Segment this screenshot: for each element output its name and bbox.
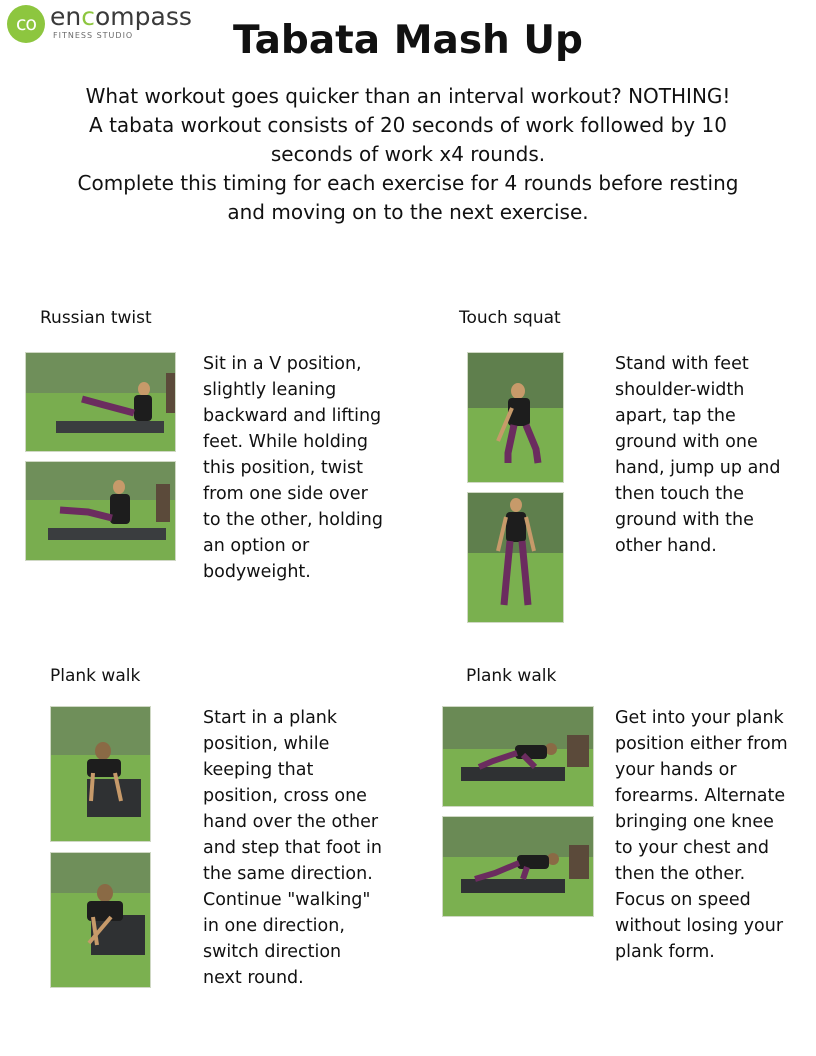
description-line: in one direction, [203, 916, 345, 936]
description-line: ground with the [615, 510, 754, 530]
brand-logo-mark: co [7, 5, 45, 43]
description-line: shoulder-width [615, 380, 745, 400]
exercise-photo [467, 352, 564, 483]
intro-line: Complete this timing for each exercise for 4 rounds before resting [77, 171, 739, 195]
exercise-photo [50, 706, 151, 842]
description-line: switch direction [203, 942, 342, 962]
description-line: next round. [203, 968, 304, 988]
description-line: to the other, holding [203, 510, 383, 530]
intro-line: What workout goes quicker than an interval workout? NOTHING! [85, 84, 731, 108]
description-line: ground with one [615, 432, 758, 452]
exercise-description [615, 351, 810, 559]
exercise-photo [50, 852, 151, 988]
description-line: Start in a plank [203, 708, 338, 728]
exercise-description [615, 705, 813, 965]
description-line: Focus on speed [615, 890, 751, 910]
exercise-description [203, 705, 403, 991]
description-line: forearms. Alternate [615, 786, 786, 806]
description-line: then touch the [615, 484, 745, 504]
description-line: this position, twist [203, 458, 363, 478]
exercise-title: Plank walk [466, 666, 557, 686]
brand-tagline: FITNESS STUDIO [53, 31, 134, 40]
intro-line: A tabata workout consists of 20 seconds of work followed by 10 [89, 113, 727, 137]
description-line: Continue "walking" [203, 890, 371, 910]
description-line: feet. While holding [203, 432, 368, 452]
brand-name-suffix: ompass [94, 2, 192, 31]
description-line: keeping that [203, 760, 314, 780]
description-line: slightly leaning [203, 380, 337, 400]
description-line: from one side over [203, 484, 368, 504]
description-line: the same direction. [203, 864, 373, 884]
description-line: position, cross one [203, 786, 367, 806]
description-line: your hands or [615, 760, 737, 780]
description-line: bodyweight. [203, 562, 311, 582]
description-line: position, while [203, 734, 330, 754]
description-line: hand over the other [203, 812, 379, 832]
description-line: Get into your plank [615, 708, 784, 728]
intro-line: seconds of work x4 rounds. [270, 142, 546, 166]
description-line: other hand. [615, 536, 717, 556]
description-line: hand, jump up and [615, 458, 781, 478]
description-line: backward and lifting [203, 406, 382, 426]
intro-text [40, 82, 776, 227]
exercise-description [203, 351, 403, 585]
exercise-photo [442, 706, 594, 807]
exercise-title: Russian twist [40, 308, 152, 328]
description-line: Sit in a V position, [203, 354, 362, 374]
exercise-title: Plank walk [50, 666, 141, 686]
intro-line: and moving on to the next exercise. [227, 200, 589, 224]
exercise-photo [467, 492, 564, 623]
description-line: position either from [615, 734, 788, 754]
description-line: an option or [203, 536, 310, 556]
description-line: bringing one knee [615, 812, 774, 832]
exercise-photo [25, 352, 176, 452]
description-line: apart, tap the [615, 406, 736, 426]
exercise-title: Touch squat [459, 308, 561, 328]
exercise-photo [442, 816, 594, 917]
description-line: Stand with feet [615, 354, 749, 374]
brand-name-prefix: en [50, 2, 82, 31]
description-line: without losing your [615, 916, 784, 936]
description-line: then the other. [615, 864, 746, 884]
exercise-photo [25, 461, 176, 561]
description-line: and step that foot in [203, 838, 382, 858]
brand-name-accent: c [81, 2, 95, 31]
description-line: to your chest and [615, 838, 769, 858]
description-line: plank form. [615, 942, 715, 962]
page-title: Tabata Mash Up [233, 18, 583, 63]
